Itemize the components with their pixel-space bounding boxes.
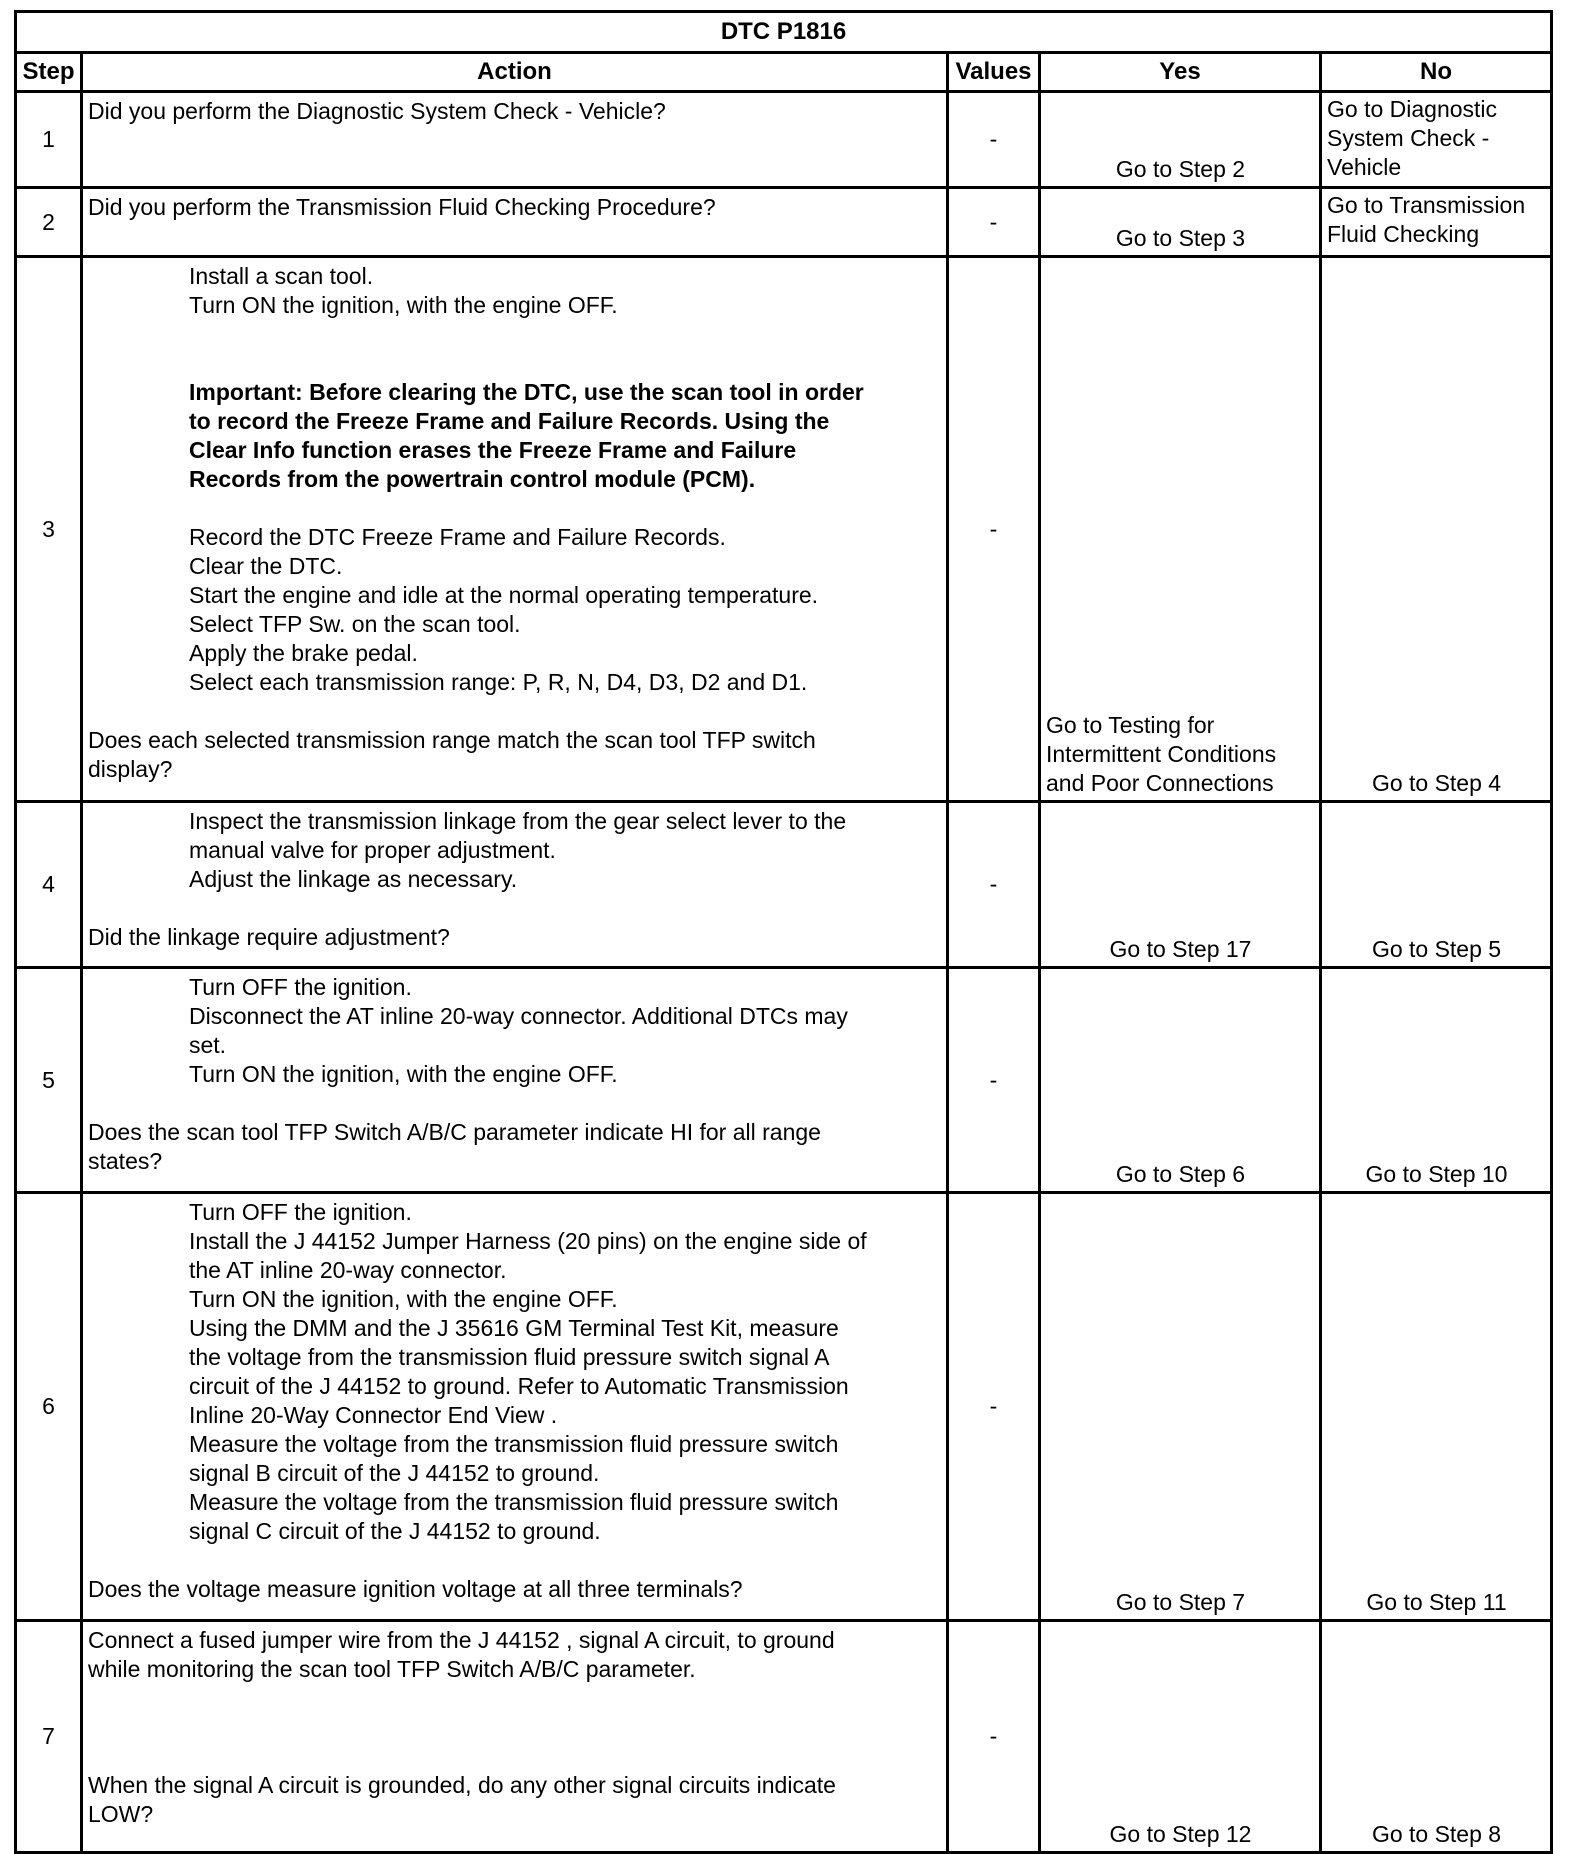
action-cell (82, 257, 948, 802)
action-line: signal C circuit of the J 44152 to ground. (189, 1518, 601, 1544)
no-cell: Go to Step 10 (1321, 968, 1552, 1193)
action-line: while monitoring the scan tool TFP Switch A/B/C parameter. (88, 1656, 696, 1682)
action-line: Turn OFF the ignition. (189, 974, 412, 1000)
action-cell (82, 968, 948, 1193)
table-row (16, 968, 1552, 1193)
action-line: the AT inline 20-way connector. (189, 1257, 507, 1283)
title-row (16, 12, 1552, 53)
no-line: Vehicle (1327, 154, 1402, 180)
action-cell (82, 92, 948, 188)
yes-cell: Go to Step 7 (1040, 1193, 1321, 1621)
table-row (16, 92, 1552, 188)
action-line: the voltage from the transmission fluid pressure switch signal A (189, 1344, 830, 1370)
values-cell: - (948, 188, 1040, 257)
table-row (16, 1621, 1552, 1853)
header-values: Values (948, 53, 1040, 92)
action-line: Adjust the linkage as necessary. (189, 866, 518, 892)
question-line: Did you perform the Transmission Fluid Checking Procedure? (88, 194, 716, 220)
step-number: 1 (16, 92, 82, 188)
no-cell: Go to Step 4 (1321, 257, 1552, 802)
yes-line: and Poor Connections (1046, 770, 1274, 796)
yes-line: Intermittent Conditions (1046, 741, 1277, 767)
values-cell: - (948, 257, 1040, 802)
action-line: Turn OFF the ignition. (189, 1199, 412, 1225)
no-cell: Go to Step 11 (1321, 1193, 1552, 1621)
step-number: 3 (16, 257, 82, 802)
table-title: DTC P1816 (16, 12, 1552, 53)
question-line: Does the scan tool TFP Switch A/B/C parameter indicate HI for all range (88, 1119, 821, 1145)
action-line: Measure the voltage from the transmission fluid pressure switch (189, 1489, 839, 1515)
step-number: 2 (16, 188, 82, 257)
action-line: Inspect the transmission linkage from the gear select lever to the (189, 808, 847, 834)
question-line: LOW? (88, 1801, 154, 1827)
no-cell (1321, 188, 1552, 257)
action-line: Apply the brake pedal. (189, 640, 418, 666)
question-line: Does each selected transmission range match the scan tool TFP switch (88, 727, 816, 753)
yes-cell: Go to Step 2 (1040, 92, 1321, 188)
header-yes: Yes (1040, 53, 1321, 92)
dtc-table (14, 10, 1553, 1854)
action-cell (82, 1193, 948, 1621)
no-cell: Go to Step 5 (1321, 802, 1552, 968)
no-line: Go to Diagnostic (1327, 96, 1498, 122)
question-line: Did the linkage require adjustment? (88, 924, 450, 950)
step-number: 6 (16, 1193, 82, 1621)
header-action: Action (82, 53, 948, 92)
values-cell: - (948, 802, 1040, 968)
action-line: Turn ON the ignition, with the engine OFF. (189, 292, 618, 318)
no-line: System Check - (1327, 125, 1490, 151)
no-cell (1321, 92, 1552, 188)
no-line: Go to Transmission (1327, 192, 1526, 218)
table-row (16, 1193, 1552, 1621)
action-cell (82, 1621, 948, 1853)
action-line: circuit of the J 44152 to ground. Refer to Automatic Transmission (189, 1373, 849, 1399)
action-line: Disconnect the AT inline 20-way connector. Additional DTCs may (189, 1003, 848, 1029)
action-line: manual valve for proper adjustment. (189, 837, 556, 863)
values-cell: - (948, 1193, 1040, 1621)
action-line: Clear the DTC. (189, 553, 343, 579)
action-cell (82, 188, 948, 257)
header-row (16, 53, 1552, 92)
action-line: signal B circuit of the J 44152 to ground. (189, 1460, 600, 1486)
yes-line: Go to Testing for (1046, 712, 1215, 738)
action-line: Using the DMM and the J 35616 GM Terminal Test Kit, measure (189, 1315, 839, 1341)
values-cell: - (948, 1621, 1040, 1853)
action-line: Select each transmission range: P, R, N, D4, D3, D2 and D1. (189, 669, 808, 695)
question-line: Does the voltage measure ignition voltage at all three terminals? (88, 1576, 743, 1602)
question-line: display? (88, 756, 173, 782)
action-line: set. (189, 1032, 227, 1058)
important-note: to record the Freeze Frame and Failure Records. Using the (189, 408, 830, 434)
action-line: Select TFP Sw. on the scan tool. (189, 611, 521, 637)
action-line: Record the DTC Freeze Frame and Failure Records. (189, 524, 726, 550)
step-number: 4 (16, 802, 82, 968)
values-cell: - (948, 92, 1040, 188)
important-note: Records from the powertrain control module (PCM). (189, 466, 756, 492)
action-cell (82, 802, 948, 968)
header-step: Step (16, 53, 82, 92)
action-line: Start the engine and idle at the normal operating temperature. (189, 582, 819, 608)
action-line: Turn ON the ignition, with the engine OFF. (189, 1061, 618, 1087)
table-row (16, 257, 1552, 802)
yes-cell: Go to Step 6 (1040, 968, 1321, 1193)
action-line: Install a scan tool. (189, 263, 374, 289)
yes-cell: Go to Step 12 (1040, 1621, 1321, 1853)
action-line: Install the J 44152 Jumper Harness (20 pins) on the engine side of (189, 1228, 867, 1254)
no-cell: Go to Step 8 (1321, 1621, 1552, 1853)
action-line: Turn ON the ignition, with the engine OFF. (189, 1286, 618, 1312)
header-no: No (1321, 53, 1552, 92)
question-line: When the signal A circuit is grounded, do any other signal circuits indicate (88, 1772, 836, 1798)
yes-cell: Go to Step 17 (1040, 802, 1321, 968)
step-number: 7 (16, 1621, 82, 1853)
values-cell: - (948, 968, 1040, 1193)
action-line: Measure the voltage from the transmission fluid pressure switch (189, 1431, 839, 1457)
step-number: 5 (16, 968, 82, 1193)
important-note: Clear Info function erases the Freeze Frame and Failure (189, 437, 797, 463)
question-line: Did you perform the Diagnostic System Check - Vehicle? (88, 98, 666, 124)
no-line: Fluid Checking (1327, 221, 1480, 247)
table-row (16, 188, 1552, 257)
question-line: states? (88, 1148, 163, 1174)
action-line: Inline 20-Way Connector End View . (189, 1402, 558, 1428)
table-row (16, 802, 1552, 968)
action-line: Connect a fused jumper wire from the J 44152 , signal A circuit, to ground (88, 1627, 835, 1653)
yes-cell (1040, 257, 1321, 802)
yes-cell: Go to Step 3 (1040, 188, 1321, 257)
important-note: Important: Before clearing the DTC, use the scan tool in order (189, 379, 864, 405)
